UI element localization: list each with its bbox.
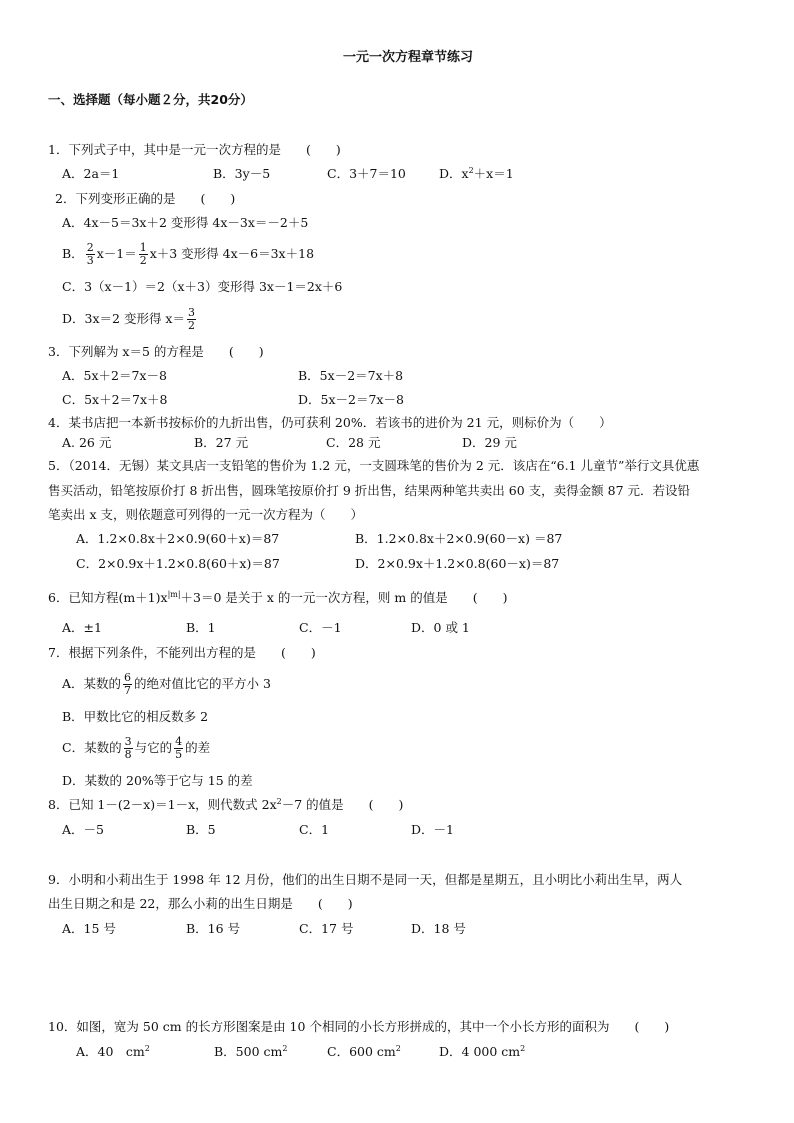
frac-den: 2	[187, 319, 195, 332]
q7-c-post: 的差	[185, 740, 211, 755]
q9-option-a: A．15 号	[62, 921, 116, 936]
q3-option-d: D．5x－2＝7x－8	[298, 392, 404, 407]
q7-a-pre: A．某数的	[62, 676, 122, 691]
fraction	[139, 242, 148, 267]
question-7-stem: 7．根据下列条件，不能列出方程的是 ( )	[48, 645, 316, 660]
q8-stem-b: －7 的值是 ( )	[281, 797, 404, 812]
q6-stem-a: 6．已知方程(m＋1)x	[48, 590, 168, 605]
q2-b-post: x＋3 变形得 4x－6＝3x＋18	[149, 246, 315, 261]
q4-option-b: B．27 元	[194, 435, 249, 450]
q1-option-d	[439, 166, 514, 182]
q2-option-a: A．4x－5＝3x＋2 变形得 4x－3x＝－2＋5	[62, 215, 309, 230]
frac-num: 6	[124, 671, 132, 684]
q6-option-d: D．0 或 1	[411, 620, 470, 635]
q4-option-c: C．28 元	[326, 435, 381, 450]
frac-num: 4	[175, 735, 183, 748]
question-10-stem: 10．如图，宽为 50 cm 的长方形图案是由 10 个相同的小长方形拼成的，其中一个小长方形的面积为 ( )	[48, 1019, 670, 1034]
fraction	[86, 242, 95, 267]
frac-num: 1	[139, 241, 147, 254]
section-heading: 一、选择题（每小题２分，共20分）	[48, 92, 253, 107]
q2-option-c: C．3（x－1）＝2（x＋3）变形得 3x－1＝2x＋6	[62, 279, 343, 294]
q8-option-c: C．1	[299, 822, 330, 837]
q9-option-c: C．17 号	[299, 921, 354, 936]
q10-d-sup: 2	[520, 1044, 526, 1053]
q10-b-text: B．500 cm	[214, 1044, 283, 1059]
q10-a-text: A．40 cm	[76, 1044, 145, 1059]
q7-option-d: D．某数的 20%等于它与 15 的差	[62, 773, 253, 788]
question-5-line2: 售买活动，铅笔按原价打 8 折出售，圆珠笔按原价打 9 折出售，结果两种笔共卖出 60 支，卖得金额 87 元．若设铅	[48, 483, 691, 498]
frac-den: 8	[124, 748, 132, 761]
question-3-stem: 3．下列解为 x＝5 的方程是 ( )	[48, 344, 264, 359]
q1-option-b: B．3y－5	[213, 166, 271, 181]
question-1-stem: 1．下列式子中，其中是一元一次方程的是 ( )	[48, 142, 341, 157]
q2-option-d	[62, 303, 198, 335]
q4-option-a: A. 26 元	[62, 435, 112, 450]
page-title: 一元一次方程章节练习	[343, 50, 474, 65]
fraction	[124, 736, 133, 761]
frac-num: 2	[86, 241, 94, 254]
frac-den: 2	[139, 254, 147, 267]
q2-d-pre: D．3x＝2 变形得 x＝	[62, 311, 185, 326]
q8-stem-sup: 2	[276, 797, 282, 806]
q6-option-b: B．1	[186, 620, 216, 635]
q10-option-a	[76, 1044, 150, 1060]
q7-c-mid: 与它的	[134, 740, 173, 755]
q10-d-text: D．4 000 cm	[439, 1044, 521, 1059]
q10-b-sup: 2	[282, 1044, 288, 1053]
q6-option-c: C．－1	[299, 620, 342, 635]
frac-num: 3	[187, 306, 195, 319]
q3-option-a: A．5x＋2＝7x－8	[62, 368, 167, 383]
q8-option-a: A．－5	[62, 822, 104, 837]
fraction	[187, 307, 196, 332]
q7-option-c	[62, 732, 210, 764]
q1-d-b: ＋x＝1	[473, 166, 514, 181]
question-2-stem: 2．下列变形正确的是 ( )	[55, 191, 236, 206]
frac-den: 7	[124, 684, 132, 697]
q10-option-b	[214, 1044, 287, 1060]
q4-option-d: D．29 元	[462, 435, 517, 450]
q10-option-c	[327, 1044, 401, 1060]
q9-option-d: D．18 号	[411, 921, 466, 936]
q2-option-b	[62, 238, 314, 270]
q5-option-a: A．1.2×0.8x＋2×0.9(60＋x)＝87	[76, 531, 280, 546]
frac-den: 3	[86, 254, 94, 267]
q10-c-sup: 2	[395, 1044, 401, 1053]
q6-stem-sup: |m|	[167, 590, 181, 599]
question-5-line3: 笔卖出 x 支，则依题意可列得的一元一次方程为（ ）	[48, 507, 363, 522]
q3-option-b: B．5x－2＝7x＋8	[298, 368, 404, 383]
q1-d-sup: 2	[468, 166, 474, 175]
q10-a-sup: 2	[144, 1044, 150, 1053]
q9-option-b: B．16 号	[186, 921, 241, 936]
q10-option-d	[439, 1044, 525, 1060]
q8-option-b: B．5	[186, 822, 216, 837]
q6-option-a: A．±1	[62, 620, 102, 635]
q7-option-b: B．甲数比它的相反数多 2	[62, 709, 209, 724]
q7-a-post: 的绝对值比它的平方小 3	[134, 676, 271, 691]
q8-stem-a: 8．已知 1－(2－x)＝1－x，则代数式 2x	[48, 797, 277, 812]
question-5-line1: 5．（2014．无锡）某文具店一支铅笔的售价为 1.2 元，一支圆珠笔的售价为 2 元．该店在“6.1 儿童节”举行文具优惠	[48, 458, 700, 473]
fraction	[123, 672, 132, 697]
q6-stem-b: ＋3＝0 是关于 x 的一元一次方程，则 m 的值是 ( )	[180, 590, 508, 605]
fraction	[174, 736, 183, 761]
question-9-line1: 9．小明和小莉出生于 1998 年 12 月份，他们的出生日期不是同一天，但都是星期五，且小明比小莉出生早，两人	[48, 872, 683, 887]
q2-b-mid: x－1＝	[96, 246, 137, 261]
q5-option-c: C．2×0.9x＋1.2×0.8(60＋x)＝87	[76, 556, 280, 571]
q5-option-b: B．1.2×0.8x＋2×0.9(60－x) ＝87	[355, 531, 563, 546]
q5-option-d: D．2×0.9x＋1.2×0.8(60－x)＝87	[355, 556, 560, 571]
q8-option-d: D．－1	[411, 822, 454, 837]
q7-c-pre: C．某数的	[62, 740, 122, 755]
q1-option-a: A．2a＝1	[62, 166, 120, 181]
q3-option-c: C．5x＋2＝7x＋8	[62, 392, 168, 407]
frac-num: 3	[124, 735, 132, 748]
question-9-line2: 出生日期之和是 22，那么小莉的出生日期是 ( )	[48, 896, 353, 911]
q10-c-text: C．600 cm	[327, 1044, 396, 1059]
q7-option-a	[62, 668, 271, 700]
question-8-stem	[48, 797, 403, 813]
question-4-stem: 4．某书店把一本新书按标价的九折出售，仍可获利 20%．若该书的进价为 21 元，则标价为（ ）	[48, 415, 612, 430]
question-6-stem	[48, 590, 507, 606]
q1-option-c: C．3＋7＝10	[327, 166, 406, 181]
q2-b-pre: B．	[62, 246, 84, 261]
q1-d-a: D．x	[439, 166, 469, 181]
frac-den: 5	[175, 748, 183, 761]
